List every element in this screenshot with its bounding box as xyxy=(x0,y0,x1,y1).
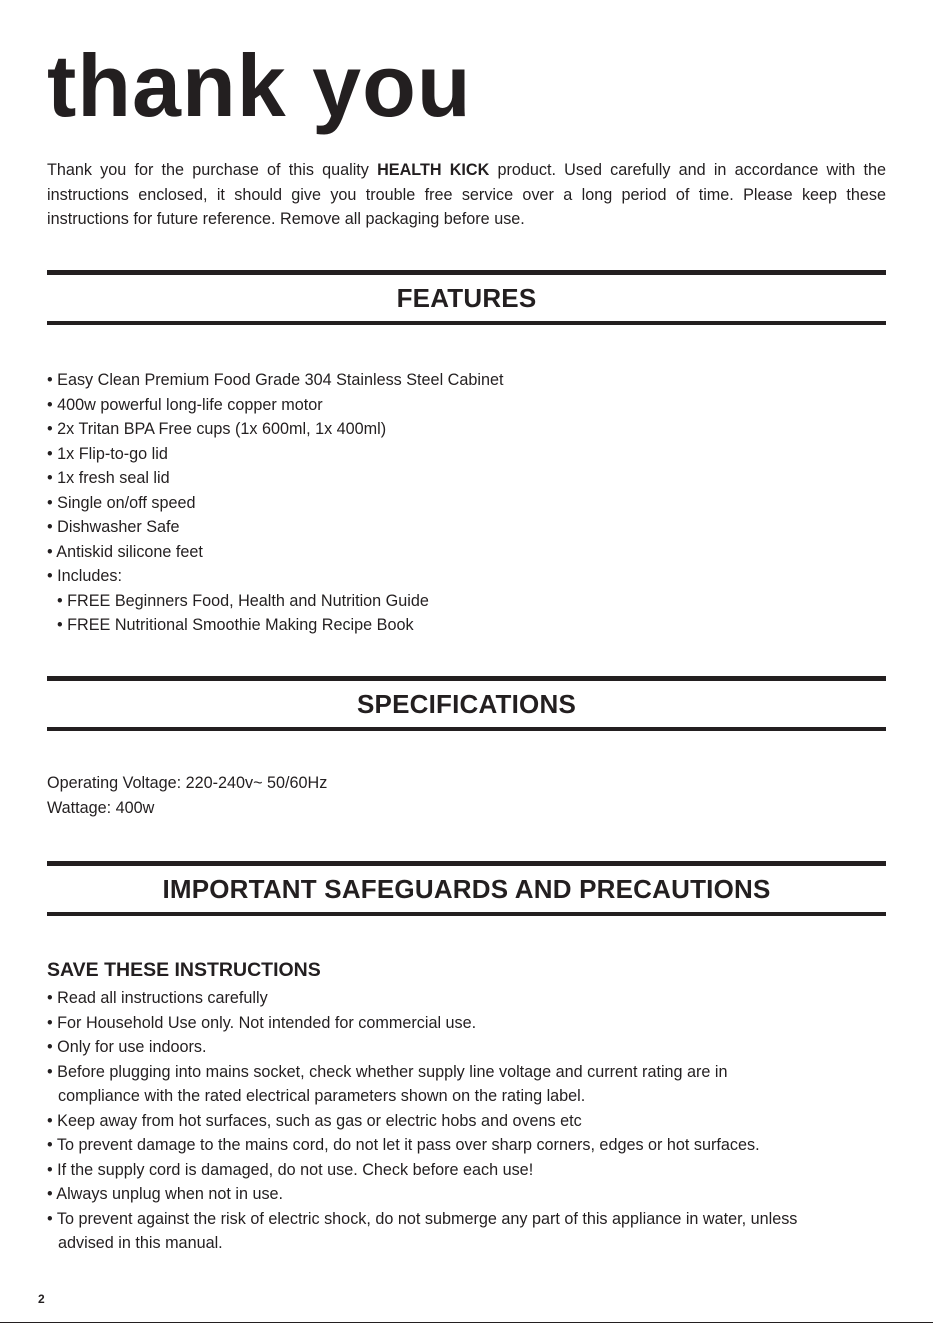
list-item: • Only for use indoors. xyxy=(47,1038,207,1056)
operating-voltage: Operating Voltage: 220-240v~ 50/60Hz xyxy=(47,774,328,792)
list-item: • If the supply cord is damaged, do not use. Check before each use! xyxy=(47,1160,534,1179)
intro-text-start: Thank you for the purchase of this quality xyxy=(47,161,378,179)
page-number: 2 xyxy=(38,1292,45,1306)
list-item: • Easy Clean Premium Food Grade 304 Stainless Steel Cabinet xyxy=(47,371,504,389)
specifications-block xyxy=(47,771,327,820)
list-item: • Single on/off speed xyxy=(47,493,196,512)
list-item: • Always unplug when not in use. xyxy=(47,1185,284,1203)
page-title: thank you xyxy=(47,36,472,135)
wattage: Wattage: 400w xyxy=(47,798,155,817)
list-item: • 2x Tritan BPA Free cups (1x 600ml, 1x 400ml) xyxy=(47,420,387,438)
list-item: • Before plugging into mains socket, check whether supply line voltage and current rating are in xyxy=(47,1062,728,1081)
list-item: • To prevent damage to the mains cord, do not let it pass over sharp corners, edges or hot surfaces. xyxy=(47,1136,760,1154)
safeguards-heading: IMPORTANT SAFEGUARDS AND PRECAUTIONS xyxy=(162,873,771,904)
list-subitem: • FREE Beginners Food, Health and Nutrition Guide xyxy=(57,591,429,610)
list-item: • Keep away from hot surfaces, such as gas or electric hobs and ovens etc xyxy=(47,1111,582,1130)
bottom-divider xyxy=(0,1322,933,1323)
list-item: • Antiskid silicone feet xyxy=(47,542,203,561)
list-item: • Includes: xyxy=(47,567,122,585)
features-list xyxy=(47,368,503,638)
specifications-heading-bar xyxy=(47,676,886,731)
intro-text-end: product. Used carefully and in accordance with the instructions enclosed, it should give you trouble free service over a long period of time. Please keep these instructions for future reference. Remove all packaging before use. xyxy=(47,161,886,228)
list-item: • 1x fresh seal lid xyxy=(47,469,170,487)
list-subitem: • FREE Nutritional Smoothie Making Recipe Book xyxy=(57,616,414,634)
features-heading-bar xyxy=(47,270,886,325)
save-instructions-heading: SAVE THESE INSTRUCTIONS xyxy=(47,959,321,981)
intro-paragraph xyxy=(47,158,886,232)
list-item: • 1x Flip-to-go lid xyxy=(47,444,168,463)
brand-name: HEALTH KICK xyxy=(377,161,490,179)
list-item: • Read all instructions carefully xyxy=(47,989,268,1007)
list-item: • For Household Use only. Not intended for commercial use. xyxy=(47,1013,477,1032)
list-item-continuation: compliance with the rated electrical parameters shown on the rating label. xyxy=(58,1087,586,1105)
safeguards-list xyxy=(47,986,797,1256)
specifications-heading: SPECIFICATIONS xyxy=(356,688,576,719)
list-item-continuation: advised in this manual. xyxy=(58,1234,223,1252)
list-item: • Dishwasher Safe xyxy=(47,518,180,536)
list-item: • To prevent against the risk of electric shock, do not submerge any part of this appliance in water, unless xyxy=(47,1209,798,1228)
list-item: • 400w powerful long-life copper motor xyxy=(47,395,323,414)
safeguards-heading-bar xyxy=(47,861,886,916)
features-heading: FEATURES xyxy=(396,282,537,313)
